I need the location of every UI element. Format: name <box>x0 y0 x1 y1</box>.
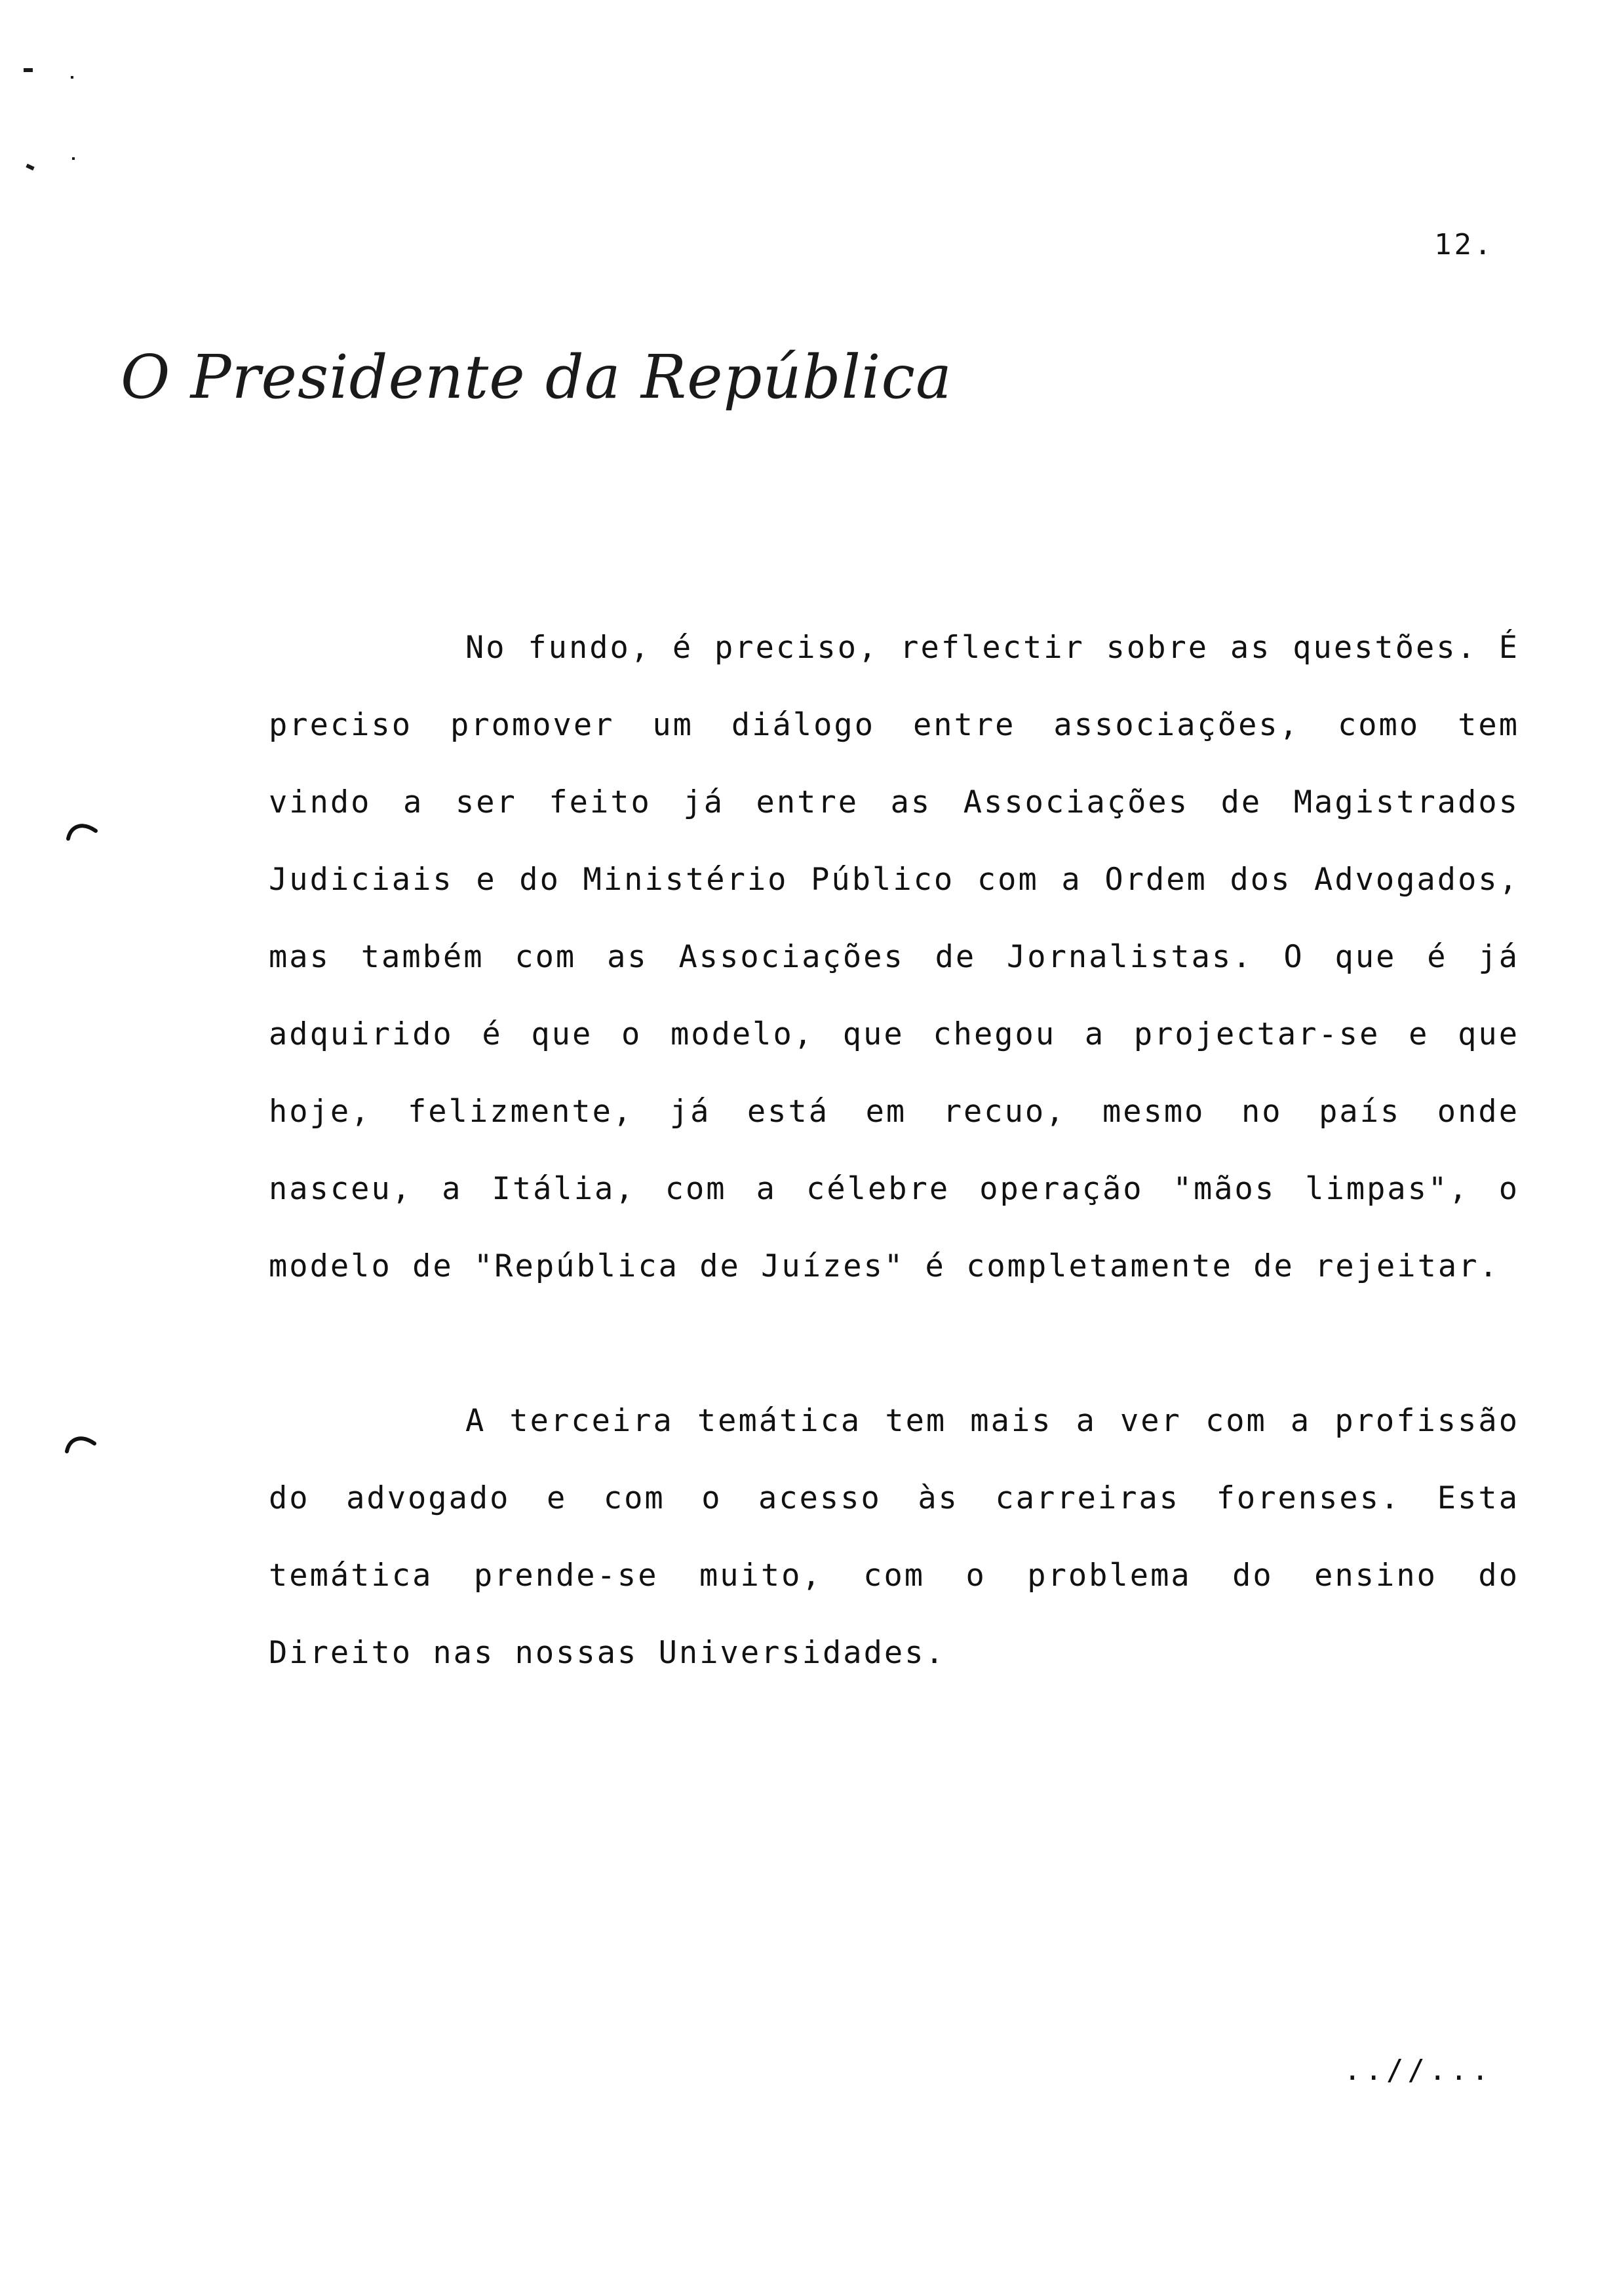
letterhead-title: O Presidente da República <box>121 342 952 412</box>
punch-hole-mark-icon <box>64 1432 97 1454</box>
scan-speck <box>26 164 34 171</box>
scan-speck <box>24 68 33 72</box>
scan-speck <box>72 157 75 160</box>
continuation-marker: ..//... <box>1344 2054 1493 2087</box>
page-number: 12. <box>1434 228 1494 261</box>
punch-hole-mark-icon <box>66 819 98 841</box>
scan-speck <box>71 76 73 79</box>
body-paragraph-2: A terceira temática tem mais a ver com a profissão do advogado e com o acesso às carreiras forenses. Esta temática prende-se muito, com o problema do ensino do Direito nas nossas Universidades. <box>269 1403 1519 1671</box>
body-paragraph-1: No fundo, é preciso, reflectir sobre as questões. É preciso promover um diálogo entre associações, como tem vindo a ser feito já entre as Associações de Magistrados Judiciais e do Ministério Público com a Ordem dos Advogados, mas também com as Associações de Jornalistas. O que é já adquirido é que o modelo, que chegou a projectar-se e que hoje, felizmente, já está em recuo, mesmo no país onde nasceu, a Itália, com a célebre operação "mãos limpas", o modelo de "República de Juízes" é completamente de rejeitar. <box>269 630 1519 1284</box>
